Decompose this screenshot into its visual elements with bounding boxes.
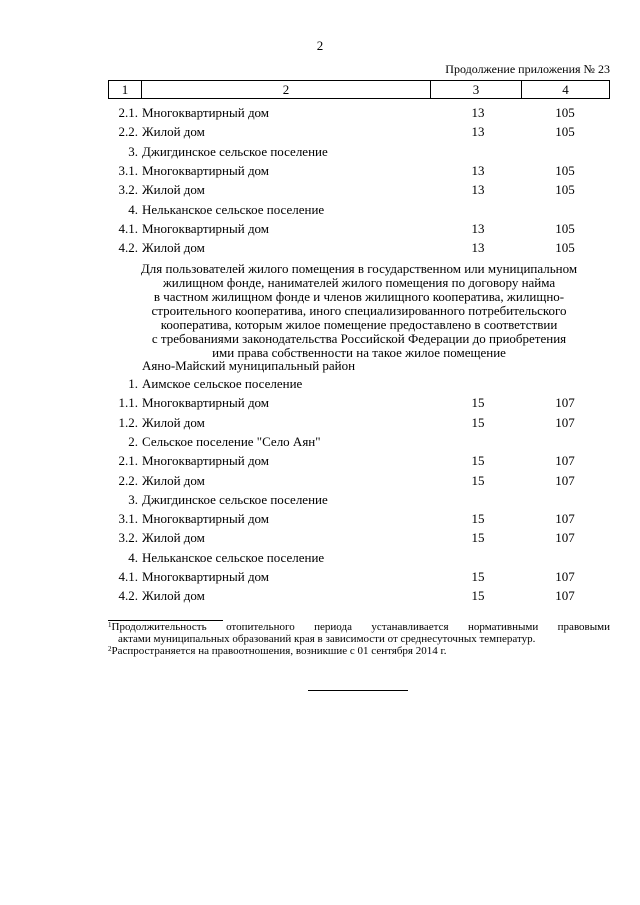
row-name: Джигдинское сельское поселение (142, 491, 328, 507)
row-number: 3.2. (118, 530, 138, 546)
row-col-4: 107 (555, 569, 575, 584)
row-number: 2.2. (118, 124, 138, 140)
row-name: Сельское поселение "Село Аян" (142, 433, 321, 449)
row-col-3: 15 (471, 569, 485, 584)
footnote-1 (108, 621, 610, 633)
row-name: Жилой дом (142, 182, 205, 198)
table-row (0, 221, 640, 240)
table-row (0, 588, 640, 607)
row-col-4: 107 (555, 414, 575, 430)
row-name: Жилой дом (142, 124, 205, 140)
section-heading (108, 262, 610, 360)
table-header (108, 80, 610, 99)
table-row (0, 511, 640, 530)
row-number: 1. (128, 376, 138, 391)
row-col-4: 107 (555, 472, 575, 488)
row-name: Многоквартирный дом (142, 453, 270, 469)
header-col-4: 4 (522, 81, 610, 99)
row-col-4: 107 (555, 453, 575, 469)
row-col-4: 107 (555, 511, 575, 527)
end-line (308, 690, 408, 691)
header-col-1: 1 (109, 81, 142, 99)
row-col-3: 13 (471, 182, 485, 198)
footnote-1-continuation: актами муниципальных образований края в зависимости от среднесуточных температур. (118, 633, 536, 645)
row-name: Жилой дом (142, 472, 205, 488)
row-number: 2.2. (118, 472, 138, 488)
footnote-2-mark: 2 (108, 645, 112, 653)
table-row (0, 473, 640, 492)
row-number: 2.1. (118, 105, 138, 120)
footnote-2-text: Распространяется на правоотношения, возникшие с 01 сентября 2014 г. (111, 645, 447, 657)
row-col-3: 15 (471, 588, 485, 604)
table-row (0, 105, 640, 124)
row-name: Многоквартирный дом (142, 395, 270, 411)
table-row (0, 124, 640, 143)
row-col-3: 13 (471, 124, 485, 140)
row-col-4: 105 (555, 162, 575, 178)
table-row (0, 492, 640, 511)
table-row (0, 163, 640, 182)
row-name: Многоквартирный дом (142, 105, 270, 120)
row-number: 4.2. (118, 588, 138, 604)
row-col-4: 105 (555, 240, 575, 256)
row-name: Жилой дом (142, 588, 205, 604)
row-number: 2.1. (118, 453, 138, 469)
row-name: Многоквартирный дом (142, 569, 270, 584)
footnote-1-mark: 1 (108, 621, 112, 629)
row-name: Нельканское сельское поселение (142, 201, 325, 217)
row-number: 3.1. (118, 162, 138, 178)
table-row (0, 144, 640, 163)
row-name: Аимское сельское поселение (142, 376, 303, 391)
row-col-3: 15 (471, 511, 485, 527)
table-row (0, 395, 640, 414)
row-number: 4. (128, 549, 138, 565)
row-col-3: 15 (471, 414, 485, 430)
row-number: 3. (128, 491, 138, 507)
header-col-3: 3 (431, 81, 522, 99)
table-row (0, 376, 640, 395)
row-number: 4.2. (118, 240, 138, 256)
row-col-3: 15 (471, 453, 485, 469)
row-col-3: 13 (471, 162, 485, 178)
continuation-label: Продолжение приложения № 23 (445, 62, 610, 76)
table-row (0, 434, 640, 453)
row-col-4: 105 (555, 182, 575, 198)
row-name: Жилой дом (142, 240, 205, 256)
table-row (0, 530, 640, 549)
row-name: Джигдинское сельское поселение (142, 143, 328, 159)
row-col-3: 15 (471, 472, 485, 488)
row-name: Многоквартирный дом (142, 220, 270, 236)
row-col-3: 15 (471, 530, 485, 546)
row-col-4: 105 (555, 105, 575, 120)
row-col-4: 105 (555, 220, 575, 236)
district-title: Аяно-Майский муниципальный район (142, 358, 356, 373)
heading-line: в частном жилищном фонде и членов жилищного кооператива, жилищно- (153, 289, 565, 304)
page-number: 2 (316, 38, 324, 53)
heading-line: строительного кооператива, иного специализированного потребительского (151, 303, 567, 318)
row-name: Жилой дом (142, 530, 205, 546)
row-col-4: 107 (555, 588, 575, 604)
header-col-2: 2 (142, 81, 431, 99)
row-number: 2. (128, 433, 138, 449)
heading-line: ими права собственности на такое жилое помещение (212, 345, 506, 360)
table-row (0, 453, 640, 472)
table-row (0, 182, 640, 201)
footnote-2 (108, 645, 610, 657)
row-name: Нельканское сельское поселение (142, 549, 325, 565)
row-col-4: 107 (555, 395, 575, 411)
row-number: 4.1. (118, 220, 138, 236)
heading-line: жилищном фонде, нанимателей жилого помещения по договору найма (162, 275, 556, 290)
row-col-4: 105 (555, 124, 575, 140)
row-number: 3.1. (118, 511, 138, 527)
row-col-3: 15 (471, 395, 485, 411)
table-row (0, 550, 640, 569)
table-row (0, 202, 640, 221)
row-col-3: 13 (471, 220, 485, 236)
row-name: Многоквартирный дом (142, 162, 270, 178)
table-row (0, 240, 640, 259)
row-name: Жилой дом (142, 414, 205, 430)
row-col-4: 107 (555, 530, 575, 546)
row-number: 1.1. (118, 395, 138, 411)
row-number: 4. (128, 201, 138, 217)
footnote-1-text: Продолжительность отопительного периода устанавливается нормативными правовыми (111, 621, 610, 633)
table-row (0, 569, 640, 588)
heading-line: кооператива, которым жилое помещение предоставлено в соответствии (160, 317, 558, 332)
row-col-3: 13 (471, 240, 485, 256)
row-number: 4.1. (118, 569, 138, 584)
footnotes (108, 621, 610, 657)
row-col-3: 13 (471, 105, 485, 120)
row-number: 3.2. (118, 182, 138, 198)
row-number: 3. (128, 143, 138, 159)
table-row (0, 415, 640, 434)
row-name: Многоквартирный дом (142, 511, 270, 527)
row-number: 1.2. (118, 414, 138, 430)
heading-line: с требованиями законодательства Российской Федерации до приобретения (151, 331, 567, 346)
heading-line: Для пользователей жилого помещения в государственном или муниципальном (140, 261, 578, 276)
